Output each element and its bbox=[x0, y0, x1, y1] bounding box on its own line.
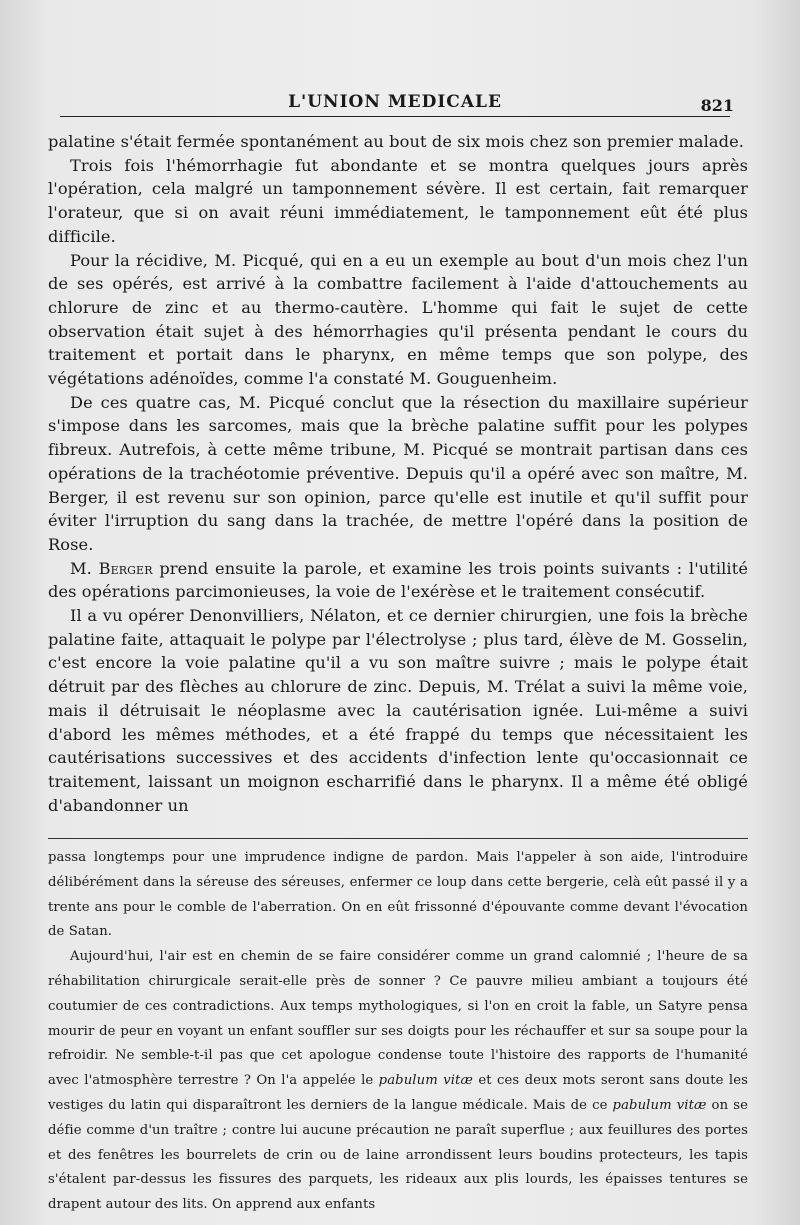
running-title: L'UNION MEDICALE bbox=[288, 92, 502, 112]
note-text-a: Aujourd'hui, l'air est en chemin de se faire considérer comme un grand calomnié ; l'heure de sa réhabilitation chirurgicale serait-elle près de sonner ? Ce pauvre milieu ambiant a toujours été coutumier de ces contradictions. Aux temps mythologiques, si l'on en croit la fable, un Satyre pensa mourir de peur en voyant un enfant souffler sur ses doigts pour les réchauffer et sur sa soupe pour la refroidir. Ne semble-t-il pas que cet apologue condense toute l'histoire des rapports de l'humanité avec l'atmosphère terrestre ? On l'a appelée le bbox=[48, 949, 748, 1089]
header-rule bbox=[60, 116, 730, 117]
main-text bbox=[48, 130, 748, 817]
note-paragraph-1: passa longtemps pour une imprudence indigne de pardon. Mais l'appeler à son aide, l'introduire délibérément dans la séreuse des séreuses, enfermer ce loup dans cette bergerie, celà eût passé il y a trente ans pour le comble de l'aberration. On en eût frissonné d'épouvante comme devant l'évocation de Satan. bbox=[48, 850, 748, 940]
page-header bbox=[60, 92, 734, 122]
note-text-b: et ces deux mots seront sans doute les vestiges du latin qui disparaîtront les derniers de la langue médicale. Mais de ce bbox=[48, 1073, 749, 1113]
paragraph-4: De ces quatre cas, M. Picqué conclut que la résection du maxillaire supérieur s'impose dans les sarcomes, mais que la brèche palatine suffit pour les polypes fibreux. Autrefois, à cette même tribune, M. Picqué se montrait partisan dans ces opérations de la trachéotomie préventive. Depuis qu'il a opéré avec son maître, M. Berger, il est revenu sur son opinion, parce qu'elle est inutile et qu'il suffit pour éviter l'irruption du sang dans la trachée, de mettre l'opéré dans la position de Rose. bbox=[48, 392, 748, 554]
note-italic-2: pabulum vitæ bbox=[612, 1097, 707, 1113]
footnote-text bbox=[48, 846, 748, 1218]
paragraph-6: Il a vu opérer Denonvilliers, Nélaton, et ce dernier chirurgien, une fois la brèche palatine faite, attaquait le polype par l'électrolyse ; plus tard, élève de M. Gosselin, c'est encore la voie palatine qu'il a vu son maître suivre ; mais le polype était détruit par des flèches au chlorure de zinc. Depuis, M. Trélat a suivi la même voie, mais il détruisait le néoplasme avec la cautérisation ignée. Lui-même a suivi d'abord les mêmes méthodes, et a été frappé du temps que nécessitaient les cautérisations successives et des accidents d'infection lente qu'occasionnait ce traitement, laissant un moignon escharrifié dans le pharynx. Il a même été obligé d'abandonner un bbox=[48, 606, 748, 815]
paragraph-1: palatine s'était fermée spontanément au bout de six mois chez son premier malade. bbox=[48, 132, 744, 151]
note-text-c: on se défie comme d'un traître ; contre lui aucune précaution ne paraît superflue ; aux feuillures des portes et des fenêtres les bourrelets de crin ou de laine arrondissent leurs boudins protecteurs, les tapis s'étalent par-dessus les fissures des parquets, les rideaux aux plis lourds, les épaisses tentures se drapent autour des lits. On apprend aux enfants bbox=[48, 1097, 748, 1213]
page-number: 821 bbox=[700, 96, 734, 115]
paragraph-2: Trois fois l'hémorrhagie fut abondante et se montra quelques jours après l'opération, cela malgré un tamponnement sévère. Il est certain, fait remarquer l'orateur, que si on avait réuni immédiatement, le tamponnement eût été plus difficile. bbox=[48, 155, 748, 246]
speaker-name: M. Berger bbox=[70, 558, 153, 578]
footnote-divider bbox=[48, 838, 748, 839]
paragraph-5 bbox=[48, 557, 748, 604]
paragraph-3: Pour la récidive, M. Picqué, qui en a eu un exemple au bout d'un mois chez l'un de ses opérés, est arrivé à la combattre facilement à l'aide d'attouchements au chlorure de zinc et au thermo-cautère. L'homme qui fait le sujet de cette observation était sujet à des hémorrhagies qu'il présenta pendant le cours du traitement et portait dans le pharynx, en même temps que son polype, des végétations adénoïdes, comme l'a constaté M. Gouguenheim. bbox=[48, 250, 748, 389]
paragraph-5-text: prend ensuite la parole, et examine les trois points suivants : l'utilité des opérations parcimonieuses, la voie de l'exérèse et le traitement consécutif. bbox=[48, 558, 748, 602]
note-paragraph-2 bbox=[48, 945, 748, 1218]
note-italic-1: pabulum vitæ bbox=[378, 1073, 473, 1089]
